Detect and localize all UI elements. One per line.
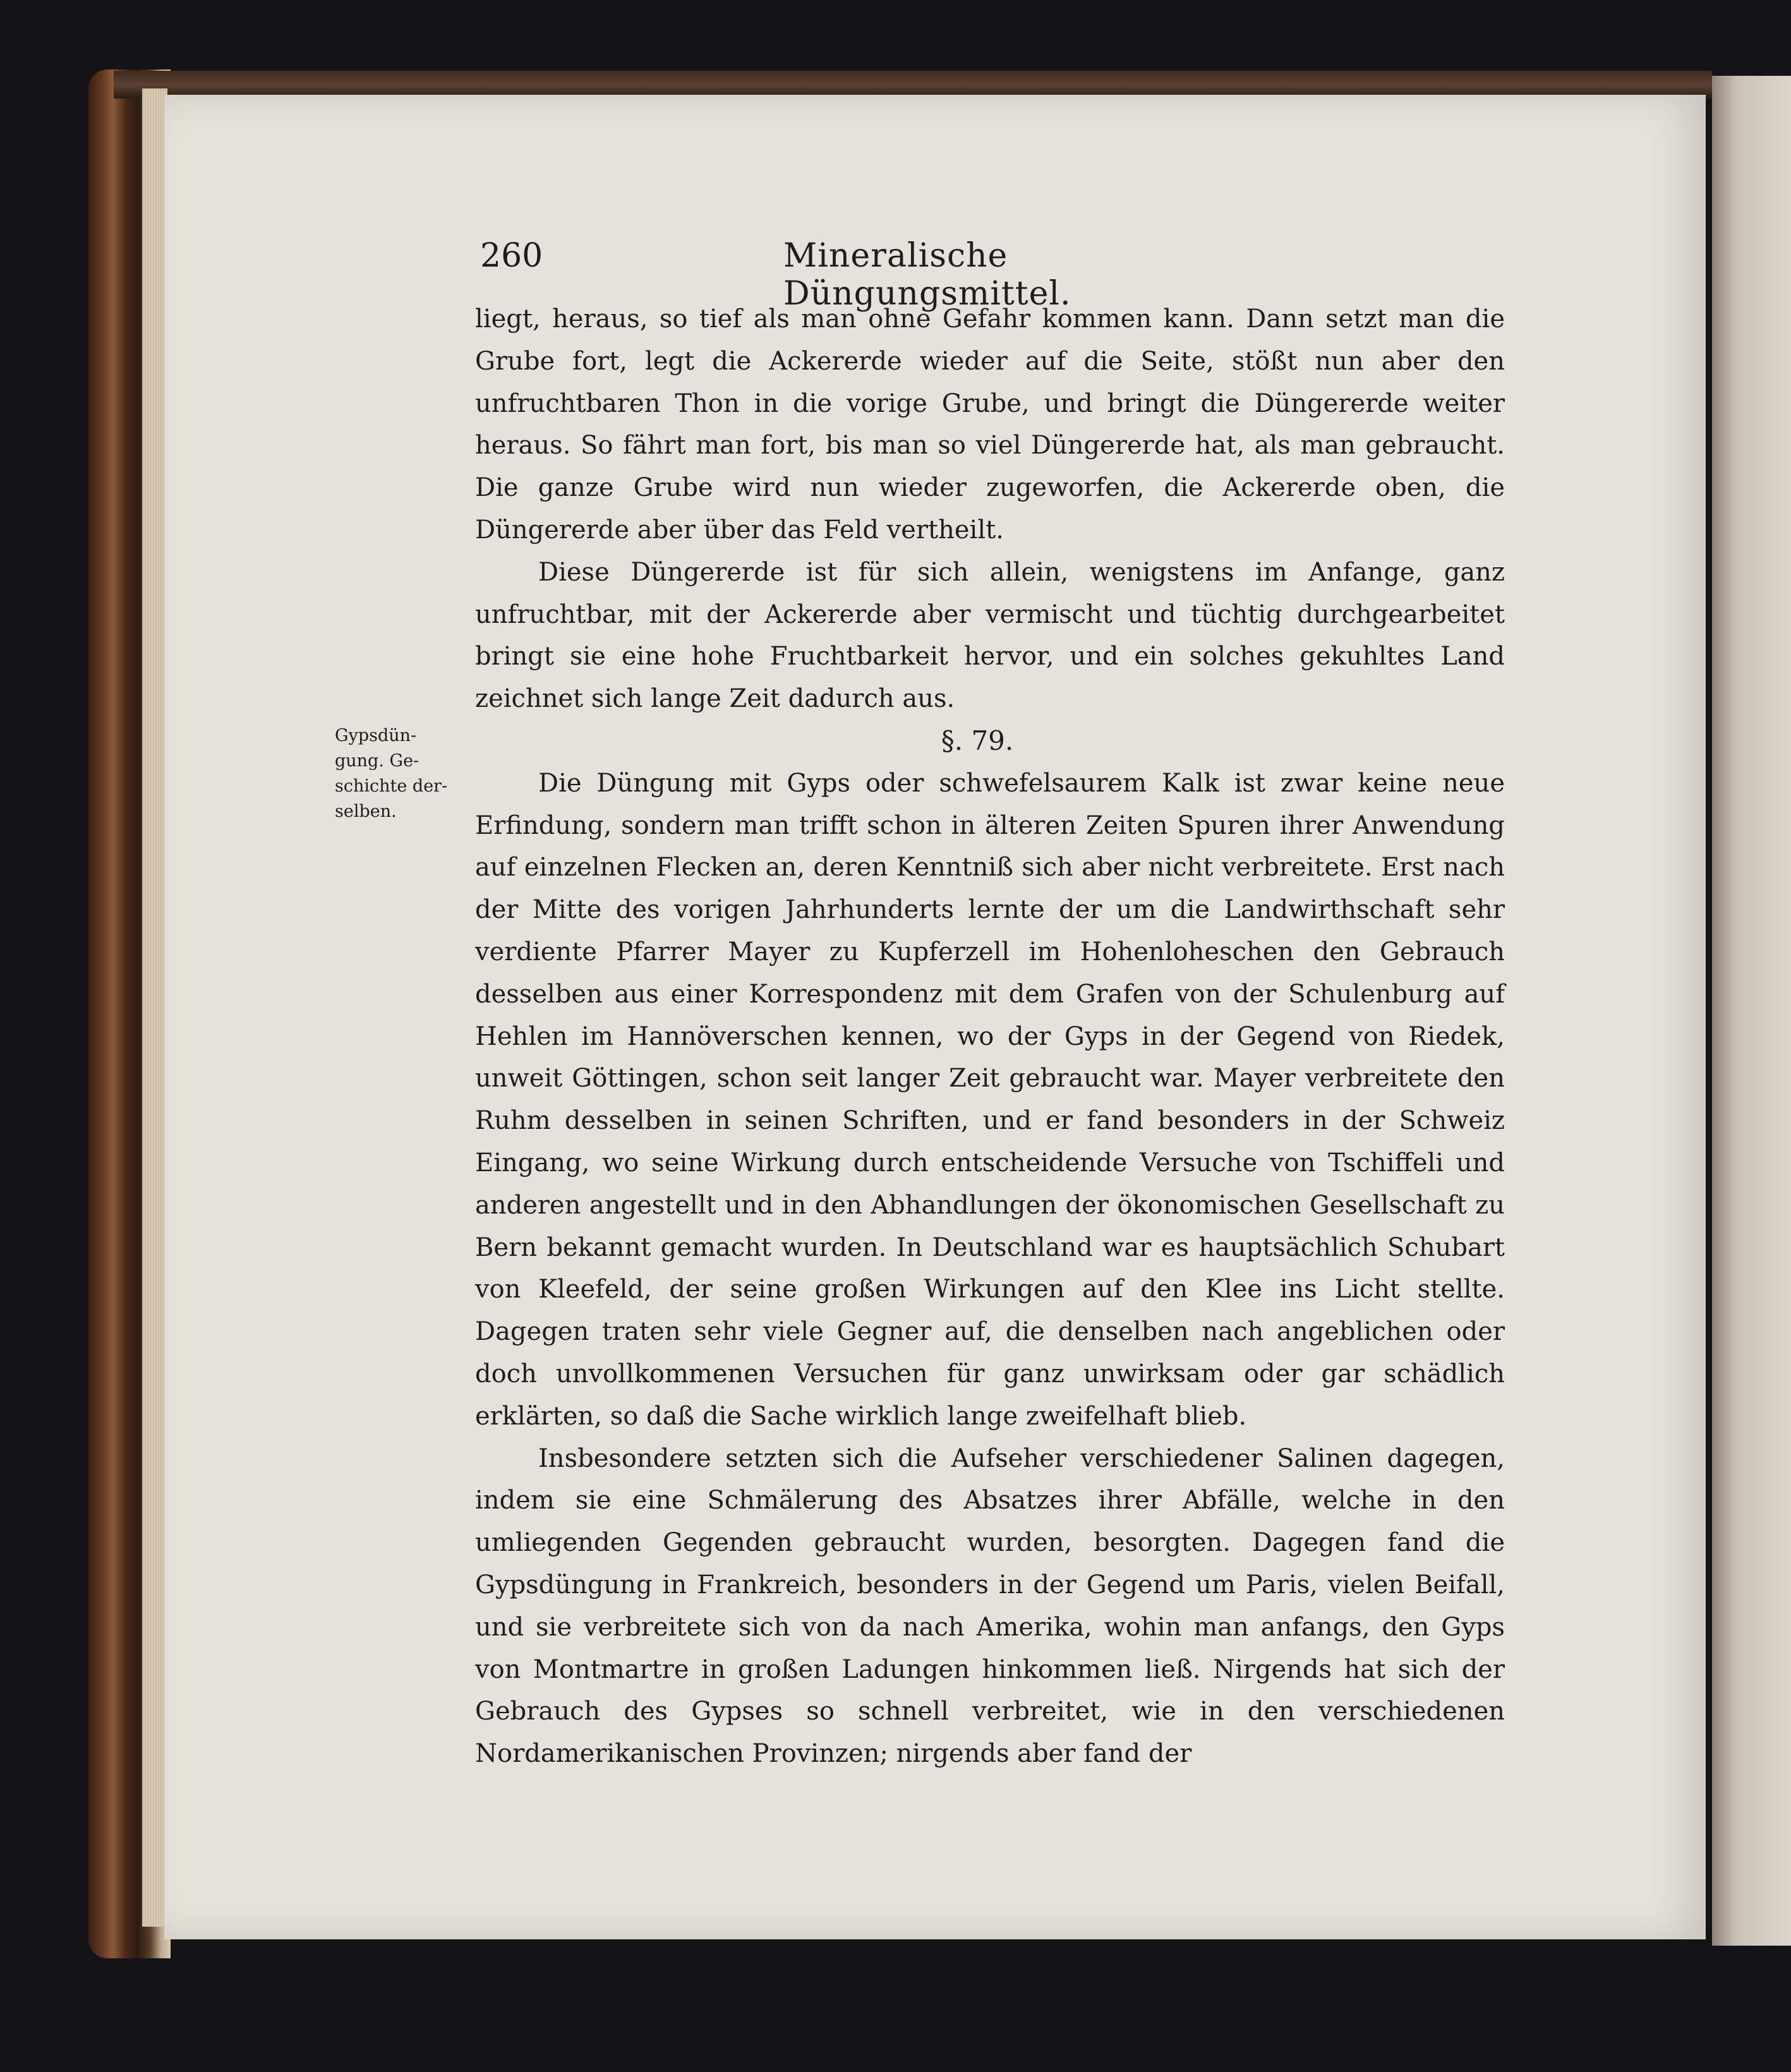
margin-note (335, 723, 461, 824)
page-number: 260 (480, 237, 543, 275)
paragraph: Diese Düngererde ist für sich allein, wenigstens im Anfange, ganz unfruchtbar, mit der Ackererde aber vermischt und tüchtig durchgearbeitet bringt sie eine hohe Fruchtbarkeit hervor, und ein solches gekuhltes Land zeichnet sich lange Zeit dadurch aus. (475, 557, 1505, 714)
margin-note-line: schichte der- (335, 776, 448, 796)
margin-note-line: selben. (335, 802, 397, 821)
page-header (480, 237, 1238, 313)
paragraph-continued: liegt, heraus, so tief als man ohne Gefahr kommen kann. Dann setzt man die Grube fort, legt die Ackererde wieder auf die Seite, stößt nun aber den unfruchtbaren Thon in die vorige Grube, und bringt die Düngererde weiter heraus. So fährt man fort, bis man so viel Düngererde hat, als man gebraucht. Die ganze Grube wird nun wieder zugeworfen, die Ackererde oben, die Düngererde aber über das Feld vertheilt. (475, 304, 1505, 545)
paragraph: Die Düngung mit Gyps oder schwefelsaurem Kalk ist zwar keine neue Erfindung, sondern man trifft schon in älteren Zeiten Spuren ihrer Anwendung auf einzelnen Flecken an, deren Kenntniß sich aber nicht verbreitete. Erst nach der Mitte des vorigen Jahrhunderts lernte der um die Landwirthschaft sehr verdiente Pfarrer Mayer zu Kupferzell im Hohenloheschen den Gebrauch desselben aus einer Korrespondenz mit dem Grafen von der Schulenburg auf Hehlen im Hannöverschen kennen, wo der Gyps in der Gegend von Riedek, unweit Göttingen, schon seit langer Zeit gebraucht war. Mayer verbreitete den Ruhm desselben in seinen Schriften, und er fand besonders in der Schweiz Eingang, wo seine Wirkung durch entscheidende Versuche von Tschiffeli und anderen angestellt und in den Abhandlungen der ökonomischen Gesellschaft zu Bern bekannt gemacht wurden. In Deutschland war es hauptsächlich Schubart von Kleefeld, der seine großen Wirkungen auf den Klee ins Licht stellte. Dagegen traten sehr viele Gegner auf, die denselben nach angeblichen oder doch unvollkommenen Versuchen für ganz unwirksam oder gar schädlich erklärten, so daß die Sache wirklich lange zweifelhaft blieb. (475, 768, 1505, 1431)
page-stack-edges (142, 88, 167, 1927)
body-text (475, 298, 1505, 1775)
section-heading: §. 79. (941, 725, 1014, 756)
margin-note-line: Gypsdün- (335, 726, 417, 745)
running-head: Mineralische Düngungsmittel. (783, 237, 1071, 313)
facing-page-edge (1712, 76, 1791, 1946)
paragraph: Insbesondere setzten sich die Aufseher verschiedener Salinen dagegen, indem sie eine Schmälerung des Absatzes ihrer Abfälle, welche in den umliegenden Gegenden gebraucht wurden, besorgten. Dagegen fand die Gypsdüngung in Frankreich, besonders in der Gegend um Paris, vielen Beifall, und sie verbreitete sich von da nach Amerika, wohin man anfangs, den Gyps von Montmartre in großen Ladungen hinkommen ließ. Nirgends hat sich der Gebrauch des Gypses so schnell verbreitet, wie in den verschiedenen Nordamerikanischen Provinzen; nirgends aber fand der (475, 1443, 1505, 1769)
margin-note-line: gung. Ge- (335, 751, 419, 771)
